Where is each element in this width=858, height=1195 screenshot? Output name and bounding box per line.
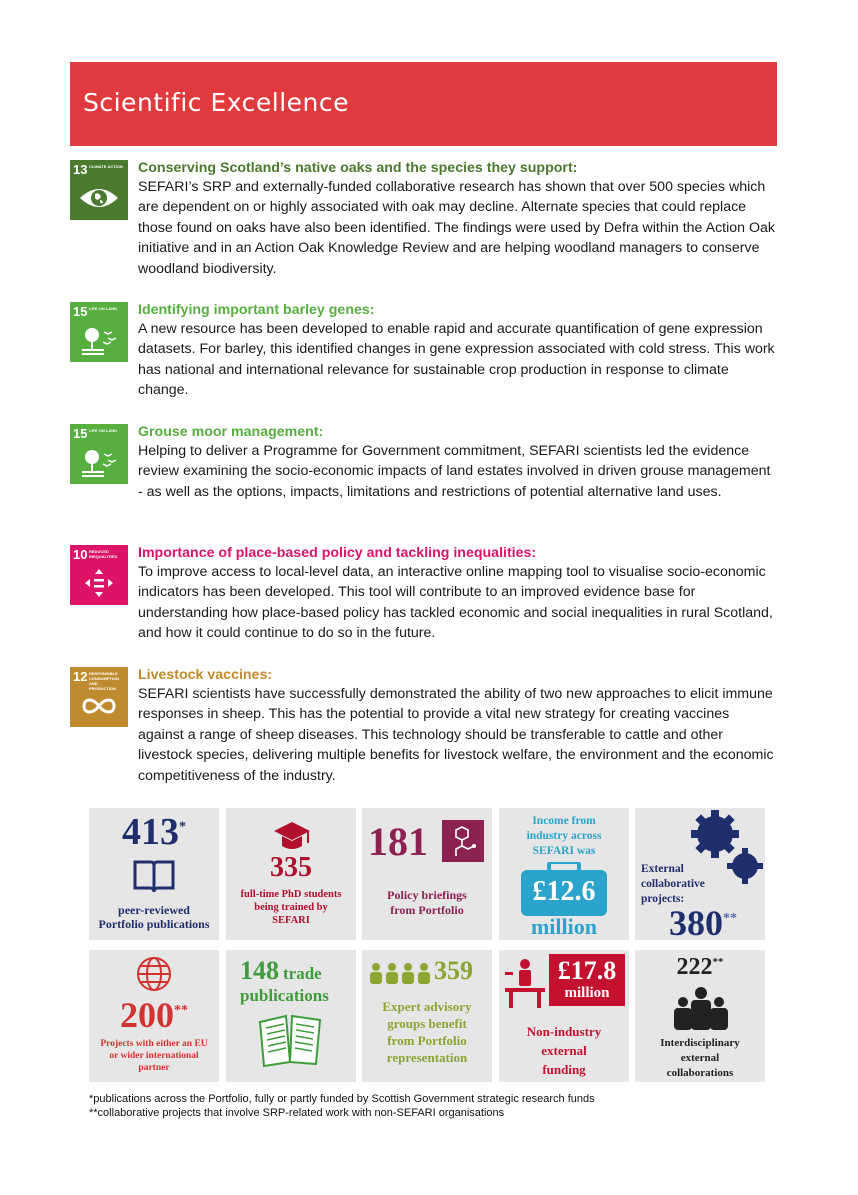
stat-value: 148 trade [240, 956, 322, 985]
molecule-icon [442, 820, 484, 862]
stat-value: 335 [270, 852, 312, 883]
documents-icon [256, 1012, 328, 1068]
stat-value: 222** [676, 954, 724, 980]
section-title: Grouse moor management: [138, 424, 324, 440]
stat-tile-international [89, 950, 219, 1082]
infinity-icon [70, 667, 128, 727]
page-title: Scientific Excellence [83, 88, 349, 117]
stat-value: 181 [368, 819, 428, 864]
page-banner [70, 62, 777, 146]
open-book-icon [131, 858, 177, 894]
footnote-collaborative: **collaborative projects that involve SRP-related work with non-SEFARI organisations [89, 1107, 505, 1119]
section-title: Identifying important barley genes: [138, 302, 375, 318]
stat-tile-industry-income [499, 808, 629, 940]
stat-tile-external-projects [635, 808, 765, 940]
graduation-cap-icon [272, 820, 312, 854]
tree-birds-icon [70, 302, 128, 362]
stat-caption: Income from industry across SEFARI was [526, 815, 602, 857]
sdg-10-badge [70, 545, 128, 605]
stat-tile-policy-briefings [362, 808, 492, 940]
sdg-number: 15 [73, 304, 88, 319]
stat-value: 380** [669, 903, 737, 940]
stat-tile-advisory-groups [362, 950, 492, 1082]
sdg-number: 12 [73, 669, 88, 684]
footnotes [89, 1092, 595, 1120]
sdg-number: 15 [73, 426, 88, 441]
sdg-13-badge [70, 160, 128, 220]
stat-caption: full-time PhD students being trained by SEFARI [240, 889, 342, 926]
stat-caption: Non-industry external funding [526, 1024, 602, 1077]
stat-caption: peer-reviewed Portfolio publications [98, 903, 210, 931]
section-title: Livestock vaccines: [138, 667, 273, 683]
stat-tile-publications [89, 808, 219, 940]
section-body: SEFARI’s SRP and externally-funded collaborative research has shown that over 500 species which are dependent on or highly associated with oak may decline. Alternate species that could replace those found on oaks have also been identified. The findings were used by Defra within the Action Oak initiative and in an Action Oak Knowledge Review and are helping woodland managers to conserve woodland biodiversity. [138, 179, 776, 277]
stat-caption: Expert advisory groups benefit from Portfolio representation [382, 999, 472, 1065]
sdg-label: LIFE ON LAND [89, 306, 117, 311]
section-title: Conserving Scotland’s native oaks and the species they support: [138, 160, 578, 176]
sdg-15-badge [70, 302, 128, 362]
sdg-number: 10 [73, 547, 88, 562]
sdg-label: REDUCED INEQUALITIES [89, 549, 118, 559]
tree-birds-icon [70, 424, 128, 484]
people-group-icon [368, 962, 434, 984]
section-body: A new resource has been developed to enable rapid and accurate quantification of gene expression datasets. For barley, this identified changes in gene expression associated with cold stress. This work has national and international relevance for sustainable crop production in response to climate change. [138, 321, 775, 399]
section-title: Importance of place-based policy and tackling inequalities: [138, 545, 537, 561]
stat-tile-phd-students [226, 808, 356, 940]
eye-earth-icon [70, 160, 128, 220]
stat-caption: External collaborative projects: [641, 863, 705, 905]
presenter-icon [503, 958, 547, 1010]
section-body: Helping to deliver a Programme for Government commitment, SEFARI scientists led the evidence review examining the socio-economic impacts of land estates involved in driven grouse management - as well as the options, impacts, limitations and restrictions of potential alternative land uses. [138, 443, 771, 500]
equality-arrows-icon [70, 545, 128, 605]
stat-caption: Policy briefings from Portfolio [387, 888, 467, 917]
stat-caption: Projects with either an EU or wider international partner [100, 1039, 208, 1073]
stat-caption: publications [240, 986, 329, 1005]
sdg-12-badge [70, 667, 128, 727]
section-body: SEFARI scientists have successfully demonstrated the ability of two new approaches to elicit immune responses in sheep. This has the potential to provide a vital new strategy for creating vaccines against a range of sheep diseases. This technology should be transferable to cattle and other livestock species, delivering multiple benefits for livestock welfare, the environment and the economic competitiveness of the industry. [138, 686, 774, 784]
sdg-label: LIFE ON LAND [89, 428, 117, 433]
stat-tile-trade-publications [226, 950, 356, 1082]
stat-tile-interdisciplinary [635, 950, 765, 1082]
stat-unit: million [564, 985, 610, 1001]
sdg-label: RESPONSIBLE CONSUMPTION AND PRODUCTION [89, 671, 119, 691]
section-body: To improve access to local-level data, an interactive online mapping tool to visualise socio-economic indicators has been developed. This tool will contribute to an improved evidence base for understanding how place-based policy has tackled economic and social inequalities in rural Scotland, and how it could continue to do so in the future. [138, 564, 773, 642]
stats-infographic [89, 808, 765, 1082]
stat-unit: million [530, 914, 597, 939]
value-box [549, 954, 625, 1006]
stat-tile-non-industry-funding [499, 950, 629, 1082]
stat-value: 200** [120, 995, 188, 1035]
stat-value: 413* [122, 811, 186, 853]
sdg-label: CLIMATE ACTION [89, 164, 123, 169]
stat-value: £17.8 [557, 956, 617, 985]
team-icon [671, 986, 731, 1034]
stat-value: 359 [434, 956, 473, 985]
stat-value: £12.6 [532, 876, 596, 907]
sdg-number: 13 [73, 162, 88, 177]
footnote-publications: *publications across the Portfolio, fully or partly funded by Scottish Government strategic research funds [89, 1093, 595, 1105]
sdg-15-badge [70, 424, 128, 484]
stat-caption: Interdisciplinary external collaborations [660, 1037, 740, 1079]
globe-icon [136, 956, 172, 992]
